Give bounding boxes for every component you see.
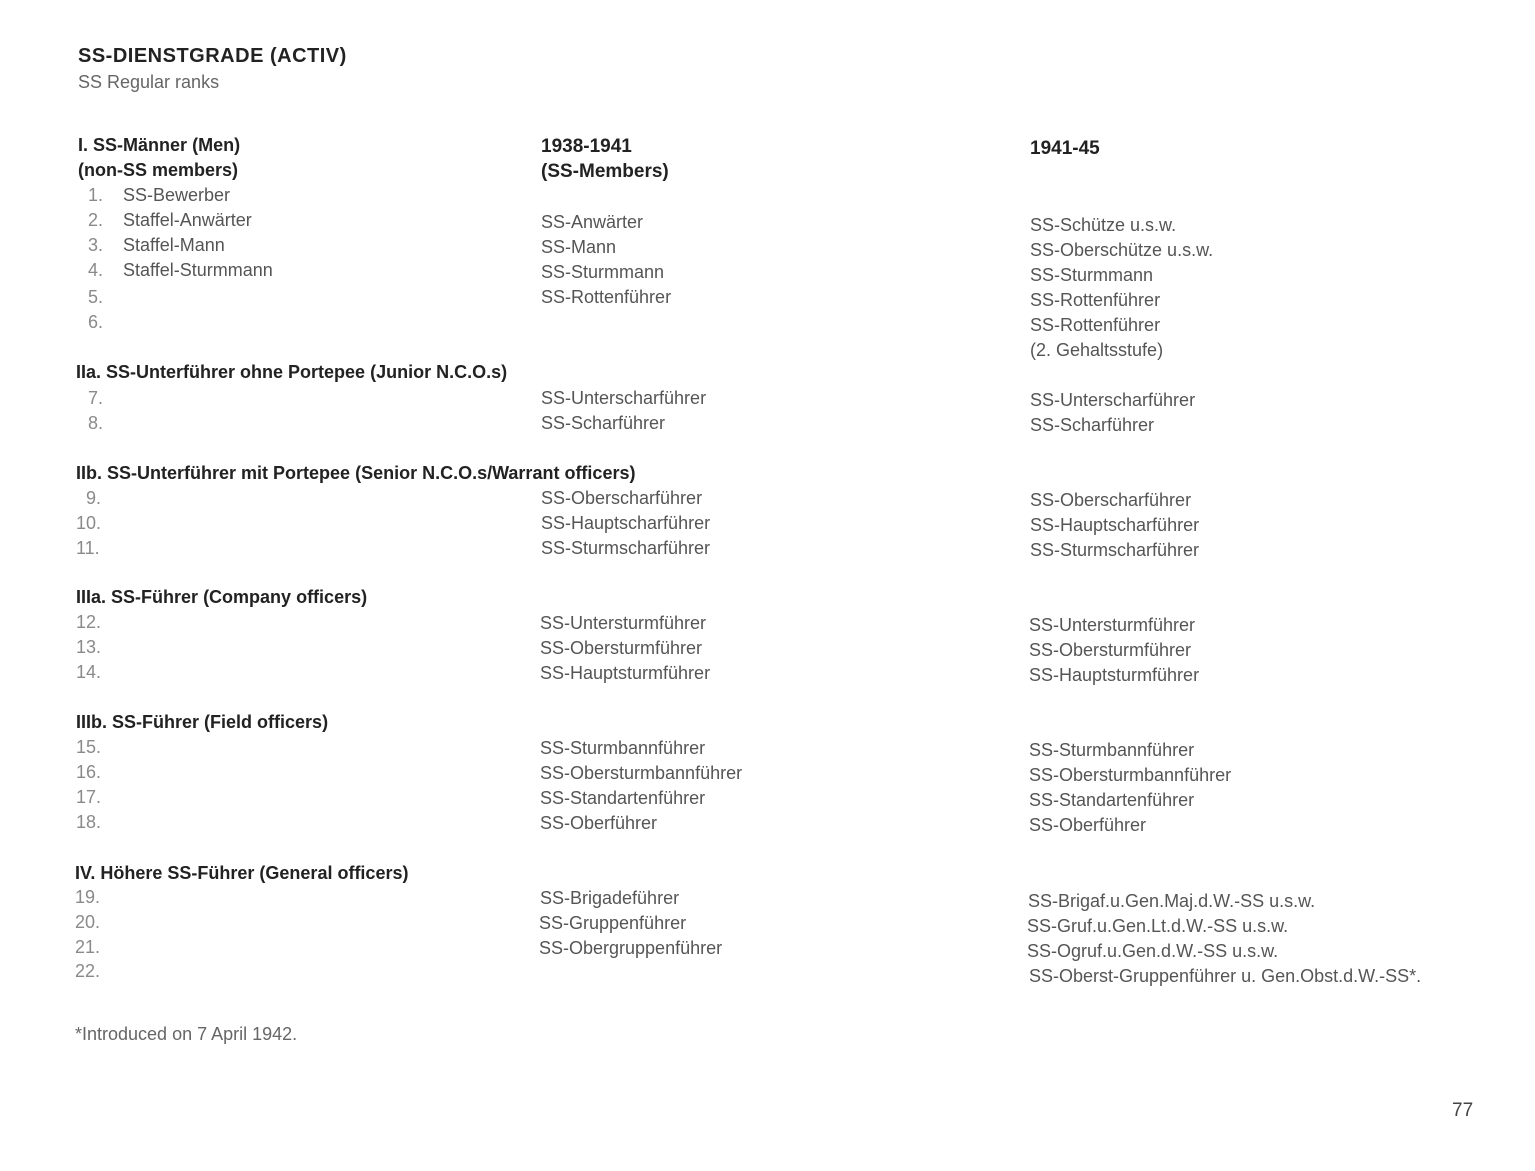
- rank-pre1938: Staffel-Anwärter: [123, 210, 252, 230]
- group-subtitle: (non-SS members): [78, 160, 239, 180]
- group-english: (Company officers): [203, 587, 368, 607]
- rank-1938: SS-Hauptsturmführer: [540, 663, 711, 683]
- rank-1938: SS-Brigadeführer: [540, 888, 680, 908]
- rank-1941: SS-Untersturmführer: [1029, 615, 1196, 635]
- rank-1941: SS-Gruf.u.Gen.Lt.d.W.-SS u.s.w.: [1027, 916, 1289, 936]
- rank-pre1938: Staffel-Sturmmann: [123, 260, 273, 280]
- rank-1941: SS-Obersturmbannführer: [1029, 765, 1232, 785]
- group-english: (General officers): [259, 863, 409, 883]
- group-header: [76, 361, 507, 383]
- column-header-1938-sub: (SS-Members): [541, 161, 669, 182]
- rank-number: 8.: [88, 413, 104, 433]
- group-name: SS-Führer: [112, 712, 200, 732]
- rank-1941-note: (2. Gehaltsstufe): [1030, 340, 1164, 360]
- group-english: (Men): [192, 135, 241, 155]
- column-header-1941: 1941-45: [1030, 138, 1100, 159]
- rank-number: 2.: [88, 210, 104, 230]
- rank-1941: SS-Sturmmann: [1030, 265, 1154, 285]
- group-english: (Junior N.C.O.s): [370, 362, 508, 382]
- rank-number: 13.: [76, 637, 102, 657]
- rank-1941: SS-Scharführer: [1030, 415, 1155, 435]
- group-english: (Field officers): [204, 712, 329, 732]
- group-english: (Senior N.C.O.s/Warrant officers): [355, 463, 636, 483]
- rank-1938: SS-Standartenführer: [540, 788, 706, 808]
- rank-1941: SS-Brigaf.u.Gen.Maj.d.W.-SS u.s.w.: [1028, 891, 1316, 911]
- rank-1938: SS-Hauptscharführer: [541, 513, 711, 533]
- page-subtitle: SS Regular ranks: [78, 72, 220, 92]
- rank-pre1938: Staffel-Mann: [123, 235, 225, 255]
- group-name: SS-Unterführer ohne Portepee: [106, 362, 366, 382]
- rank-1941: SS-Sturmscharführer: [1030, 540, 1200, 560]
- rank-1938: SS-Sturmscharführer: [541, 538, 711, 558]
- group-header: [75, 862, 408, 884]
- group-roman: IIb.: [76, 463, 102, 483]
- rank-number: 17.: [76, 787, 102, 807]
- rank-1938: SS-Oberscharführer: [541, 488, 703, 508]
- rank-number: 6.: [88, 312, 104, 332]
- rank-1941: SS-Unterscharführer: [1030, 390, 1196, 410]
- rank-1941: SS-Sturmbannführer: [1029, 740, 1195, 760]
- group-roman: IIa.: [76, 362, 102, 382]
- rank-1938: SS-Obersturmbannführer: [540, 763, 743, 783]
- group-roman: IV.: [75, 863, 96, 883]
- rank-1941: SS-Obersturmführer: [1029, 640, 1192, 660]
- rank-number: 3.: [88, 235, 104, 255]
- rank-number: 21.: [75, 937, 101, 957]
- rank-number: 19.: [75, 887, 101, 907]
- rank-1938: SS-Sturmmann: [541, 262, 665, 282]
- rank-1938: SS-Oberführer: [540, 813, 658, 833]
- rank-1941: SS-Ogruf.u.Gen.d.W.-SS u.s.w.: [1027, 941, 1279, 961]
- rank-1938: SS-Anwärter: [541, 212, 644, 232]
- rank-number: 22.: [75, 961, 101, 981]
- rank-number: 16.: [76, 762, 102, 782]
- rank-number: 15.: [76, 737, 102, 757]
- rank-1938: SS-Gruppenführer: [539, 913, 687, 933]
- rank-1941: SS-Oberst-Gruppenführer u. Gen.Obst.d.W.-SS*.: [1029, 966, 1422, 986]
- group-roman: IIIb.: [76, 712, 107, 732]
- rank-1941: SS-Standartenführer: [1029, 790, 1195, 810]
- page-number: 77: [1452, 1100, 1474, 1121]
- rank-1941: SS-Oberführer: [1029, 815, 1147, 835]
- rank-1941: SS-Rottenführer: [1030, 315, 1161, 335]
- rank-1938: SS-Sturmbannführer: [540, 738, 706, 758]
- rank-number: 1.: [88, 185, 104, 205]
- rank-1938: SS-Unterscharführer: [541, 388, 707, 408]
- rank-number: 7.: [88, 388, 104, 408]
- group-header: [76, 462, 635, 484]
- group-name: SS-Unterführer mit Portepee: [107, 463, 351, 483]
- group-header: [76, 711, 328, 733]
- rank-1941: SS-Oberschütze u.s.w.: [1030, 240, 1214, 260]
- footnote: *Introduced on 7 April 1942.: [75, 1024, 298, 1044]
- rank-number: 20.: [75, 912, 101, 932]
- rank-1938: SS-Obergruppenführer: [539, 938, 723, 958]
- rank-1941: SS-Oberscharführer: [1030, 490, 1192, 510]
- rank-1941: SS-Hauptscharführer: [1030, 515, 1200, 535]
- rank-1941: SS-Hauptsturmführer: [1029, 665, 1200, 685]
- group-header: [78, 134, 240, 156]
- rank-number: 4.: [88, 260, 104, 280]
- rank-number: 5.: [88, 287, 104, 307]
- rank-1938: SS-Rottenführer: [541, 287, 672, 307]
- group-roman: IIIa.: [76, 587, 107, 607]
- group-name: Höhere SS-Führer: [100, 863, 255, 883]
- rank-number: 10.: [76, 513, 102, 533]
- group-name: SS-Männer: [93, 135, 188, 155]
- rank-number: 14.: [76, 662, 102, 682]
- rank-1938: SS-Obersturmführer: [540, 638, 703, 658]
- rank-1938: SS-Scharführer: [541, 413, 666, 433]
- column-header-1938: 1938-1941: [541, 136, 632, 157]
- rank-1941: SS-Rottenführer: [1030, 290, 1161, 310]
- rank-pre1938: SS-Bewerber: [123, 185, 231, 205]
- group-name: SS-Führer: [111, 587, 199, 607]
- rank-number: 11.: [76, 538, 100, 558]
- rank-1938: SS-Untersturmführer: [540, 613, 707, 633]
- rank-number: 9.: [86, 488, 102, 508]
- page-title: SS-DIENSTGRADE (ACTIV): [78, 45, 347, 67]
- rank-1941: SS-Schütze u.s.w.: [1030, 215, 1177, 235]
- group-header: [76, 586, 367, 608]
- rank-number: 18.: [76, 812, 102, 832]
- group-roman: I.: [78, 135, 89, 155]
- rank-1938: SS-Mann: [541, 237, 617, 257]
- rank-number: 12.: [76, 612, 102, 632]
